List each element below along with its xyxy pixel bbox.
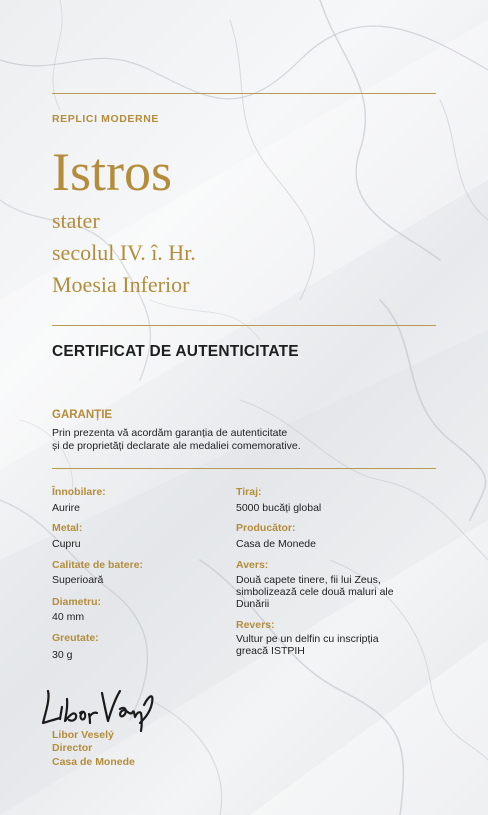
guarantee-heading: GARANȚIE <box>52 409 113 421</box>
spec-label-producer: Producător: <box>236 522 296 534</box>
page-title: Istros <box>52 142 172 202</box>
spec-value-quality: Superioară <box>52 574 104 586</box>
reverse-line: greacă ISTPIH <box>236 645 305 657</box>
spec-label-obverse: Avers: <box>236 559 269 571</box>
coin-region: Moesia Inferior <box>52 272 190 297</box>
reverse-line: Vultur pe un delfin cu inscripția <box>236 633 379 645</box>
certificate-title: CERTIFICAT DE AUTENTICITATE <box>52 343 299 360</box>
spec-value-diameter: 40 mm <box>52 611 85 623</box>
spec-label-metal: Metal: <box>52 522 83 534</box>
spec-label-finish: Înnobilare: <box>52 486 106 498</box>
signatory-role: Director <box>52 742 93 754</box>
spec-value-producer: Casa de Monede <box>236 538 316 550</box>
spec-value-weight: 30 g <box>52 649 73 661</box>
spec-value-finish: Aurire <box>52 502 81 514</box>
signatory-org: Casa de Monede <box>52 756 135 768</box>
middle-rule <box>52 325 436 326</box>
guarantee-text-line: și de proprietăți declarate ale medaliei comemorative. <box>52 440 301 452</box>
spec-value-mintage: 5000 bucăți global <box>236 502 322 514</box>
spec-label-diameter: Diametru: <box>52 596 102 608</box>
spec-value-reverse <box>236 633 379 657</box>
specs-rule <box>52 468 436 469</box>
guarantee-text <box>52 427 412 453</box>
handwritten-signature <box>40 685 170 733</box>
spec-value-metal: Cupru <box>52 538 81 550</box>
spec-label-quality: Calitate de batere: <box>52 559 144 571</box>
top-rule <box>52 93 436 94</box>
signatory-name: Libor Veselý <box>52 729 114 741</box>
spec-label-weight: Greutate: <box>52 632 99 644</box>
coin-type: stater <box>52 208 100 233</box>
obverse-line: Două capete tinere, fii lui Zeus, <box>236 574 381 586</box>
spec-label-reverse: Revers: <box>236 619 275 631</box>
spec-value-obverse <box>236 574 394 610</box>
obverse-line: simbolizează cele două maluri ale <box>236 586 394 598</box>
coin-era: secolul IV. î. Hr. <box>52 240 196 265</box>
kicker-label: REPLICI MODERNE <box>52 113 160 125</box>
spec-label-mintage: Tiraj: <box>236 486 262 498</box>
obverse-line: Dunării <box>236 598 270 610</box>
guarantee-text-line: Prin prezenta vă acordăm garanția de autenticitate <box>52 427 288 439</box>
